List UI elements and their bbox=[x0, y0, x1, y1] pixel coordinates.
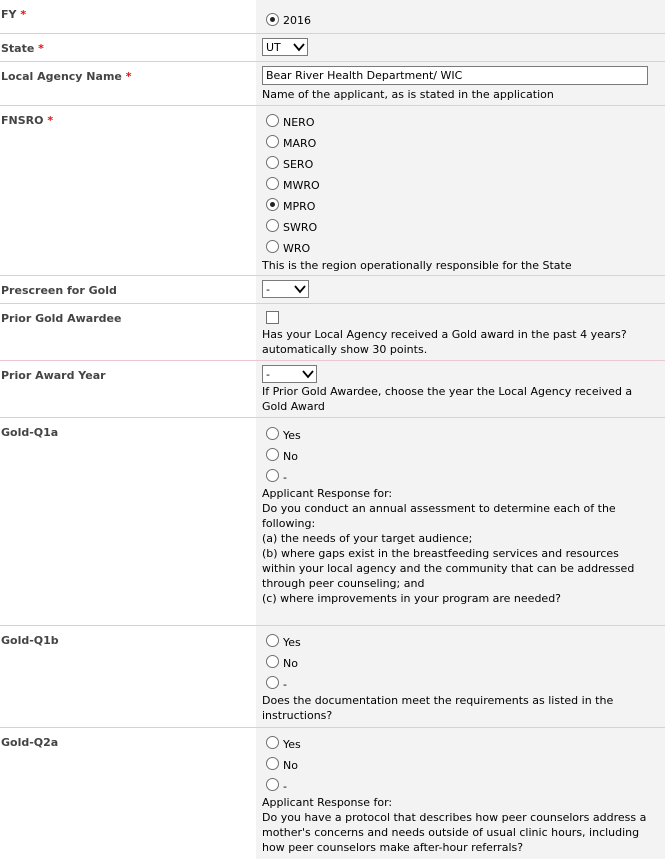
prior-gold-row bbox=[0, 304, 665, 361]
prescreen-value-cell bbox=[256, 276, 665, 303]
state-value-cell bbox=[256, 34, 665, 61]
gold-q1a-text-line: (c) where improvements in your program are needed? bbox=[262, 592, 562, 605]
gold-q1b-row bbox=[0, 626, 665, 728]
prescreen-label-cell bbox=[0, 276, 256, 303]
gold-q1b-label: Gold-Q1b bbox=[1, 634, 59, 647]
fy-label: FY bbox=[1, 8, 17, 21]
gold-q2a-option-label: No bbox=[283, 759, 298, 772]
gold-q2a-text-line: how peer counselors make after-hour referrals? bbox=[262, 841, 524, 854]
prior-year-row bbox=[0, 361, 665, 418]
prior-gold-help-line-2: automatically show 30 points. bbox=[262, 343, 428, 356]
fy-label-cell bbox=[0, 0, 256, 33]
gold-q1a-text-line: (a) the needs of your target audience; bbox=[262, 532, 473, 545]
required-marker: * bbox=[20, 8, 27, 21]
prescreen-selected-value: - bbox=[266, 283, 270, 296]
gold-q2a-option-label: Yes bbox=[283, 738, 301, 751]
prior-gold-value-cell bbox=[256, 304, 665, 360]
gold-q1a-text-line: (b) where gaps exist in the breastfeeding services and resources bbox=[262, 547, 619, 560]
gold-q1a-text-line: Do you conduct an annual assessment to determine each of the bbox=[262, 502, 616, 515]
gold-q1a-radio-none[interactable] bbox=[266, 469, 279, 482]
gold-q1b-radio-no[interactable] bbox=[266, 655, 279, 668]
fnsro-row bbox=[0, 106, 665, 276]
gold-q2a-label-cell bbox=[0, 728, 256, 859]
state-row bbox=[0, 34, 665, 62]
gold-q2a-radio-yes[interactable] bbox=[266, 736, 279, 749]
gold-q1a-option-label: - bbox=[283, 471, 287, 484]
gold-q1a-text-line: within your local agency and the community that can be addressed bbox=[262, 562, 635, 575]
fnsro-option-label: WRO bbox=[283, 242, 311, 255]
gold-q2a-value-cell bbox=[256, 728, 665, 859]
gold-q2a-radio-no[interactable] bbox=[266, 757, 279, 770]
prior-gold-checkbox[interactable] bbox=[266, 311, 279, 324]
state-label: State bbox=[1, 42, 35, 55]
gold-q1a-text-line: through peer counseling; and bbox=[262, 577, 425, 590]
gold-q2a-label: Gold-Q2a bbox=[1, 736, 59, 749]
prior-gold-label-cell bbox=[0, 304, 256, 360]
fnsro-option-label: MWRO bbox=[283, 179, 320, 192]
fnsro-radio-swro[interactable] bbox=[266, 219, 279, 232]
chevron-down-icon bbox=[302, 368, 314, 380]
gold-q2a-row bbox=[0, 728, 665, 859]
fy-radio-2016[interactable] bbox=[266, 13, 279, 26]
agency-name-input[interactable]: Bear River Health Department/ WIC bbox=[262, 66, 648, 85]
fy-option-label: 2016 bbox=[283, 14, 311, 27]
state-selected-value: UT bbox=[266, 41, 281, 54]
fnsro-option-label: MARO bbox=[283, 137, 317, 150]
prior-year-label-cell bbox=[0, 361, 256, 417]
fy-value-cell bbox=[256, 0, 665, 33]
required-marker: * bbox=[38, 42, 44, 55]
chevron-down-icon bbox=[293, 41, 305, 53]
gold-q2a-text-line: Do you have a protocol that describes how peer counselors address a bbox=[262, 811, 647, 824]
agency-row bbox=[0, 62, 665, 106]
prior-year-value-cell bbox=[256, 361, 665, 417]
fnsro-option-label: MPRO bbox=[283, 200, 316, 213]
fy-row bbox=[0, 0, 665, 34]
gold-q1a-radio-no[interactable] bbox=[266, 448, 279, 461]
fnsro-label-cell bbox=[0, 106, 256, 275]
fnsro-radio-sero[interactable] bbox=[266, 156, 279, 169]
gold-q2a-radio-none[interactable] bbox=[266, 778, 279, 791]
gold-q1b-radio-none[interactable] bbox=[266, 676, 279, 689]
agency-label-cell bbox=[0, 62, 256, 105]
gold-q2a-text-line: mother's concerns and needs outside of usual clinic hours, including bbox=[262, 826, 640, 839]
state-label-cell bbox=[0, 34, 256, 61]
prescreen-label: Prescreen for Gold bbox=[1, 284, 117, 297]
gold-q1a-label-cell bbox=[0, 418, 256, 625]
fnsro-radio-mpro[interactable] bbox=[266, 198, 279, 211]
fnsro-radio-wro[interactable] bbox=[266, 240, 279, 253]
required-marker: * bbox=[47, 114, 54, 127]
gold-q1b-text-line: instructions? bbox=[262, 709, 333, 722]
chevron-down-icon bbox=[294, 283, 306, 295]
fnsro-option-label: SWRO bbox=[283, 221, 318, 234]
state-select[interactable] bbox=[262, 38, 308, 56]
fnsro-radio-maro[interactable] bbox=[266, 135, 279, 148]
prior-year-select[interactable] bbox=[262, 365, 317, 383]
prior-gold-label: Prior Gold Awardee bbox=[1, 312, 122, 325]
gold-q1b-value-cell bbox=[256, 626, 665, 727]
fnsro-label: FNSRO bbox=[1, 114, 44, 127]
fnsro-radio-nero[interactable] bbox=[266, 114, 279, 127]
prior-year-selected-value: - bbox=[266, 368, 270, 381]
prior-year-help-line-2: Gold Award bbox=[262, 400, 325, 413]
gold-q2a-text-line: Applicant Response for: bbox=[262, 796, 393, 809]
agency-label: Local Agency Name bbox=[1, 70, 122, 83]
fnsro-radio-mwro[interactable] bbox=[266, 177, 279, 190]
prescreen-row bbox=[0, 276, 665, 304]
gold-q1a-text-line: Applicant Response for: bbox=[262, 487, 393, 500]
gold-q1a-text-line: following: bbox=[262, 517, 316, 530]
gold-q1a-option-label: No bbox=[283, 450, 298, 463]
gold-q1b-option-label: Yes bbox=[283, 636, 301, 649]
gold-q1b-label-cell bbox=[0, 626, 256, 727]
required-marker: * bbox=[125, 70, 132, 83]
fnsro-option-label: SERO bbox=[283, 158, 314, 171]
gold-q1a-radio-yes[interactable] bbox=[266, 427, 279, 440]
gold-q2a-option-label: - bbox=[283, 780, 287, 793]
fnsro-help-text: This is the region operationally responsible for the State bbox=[262, 259, 572, 272]
agency-help-text: Name of the applicant, as is stated in the application bbox=[262, 88, 554, 101]
gold-q1a-row bbox=[0, 418, 665, 626]
gold-q1a-label: Gold-Q1a bbox=[1, 426, 59, 439]
fnsro-value-cell bbox=[256, 106, 665, 275]
gold-q1b-text-line: Does the documentation meet the requirements as listed in the bbox=[262, 694, 614, 707]
gold-q1b-radio-yes[interactable] bbox=[266, 634, 279, 647]
prior-gold-help-line-1: Has your Local Agency received a Gold award in the past 4 years? bbox=[262, 328, 627, 341]
gold-q1a-option-label: Yes bbox=[283, 429, 301, 442]
gold-q1b-option-label: - bbox=[283, 678, 287, 691]
gold-q1a-value-cell bbox=[256, 418, 665, 625]
agency-value-cell bbox=[256, 62, 665, 105]
fnsro-option-label: NERO bbox=[283, 116, 315, 129]
prior-year-help-line-1: If Prior Gold Awardee, choose the year the Local Agency received a bbox=[262, 385, 633, 398]
prior-year-label: Prior Award Year bbox=[1, 369, 106, 382]
gold-q1b-option-label: No bbox=[283, 657, 298, 670]
prescreen-select[interactable] bbox=[262, 280, 309, 298]
